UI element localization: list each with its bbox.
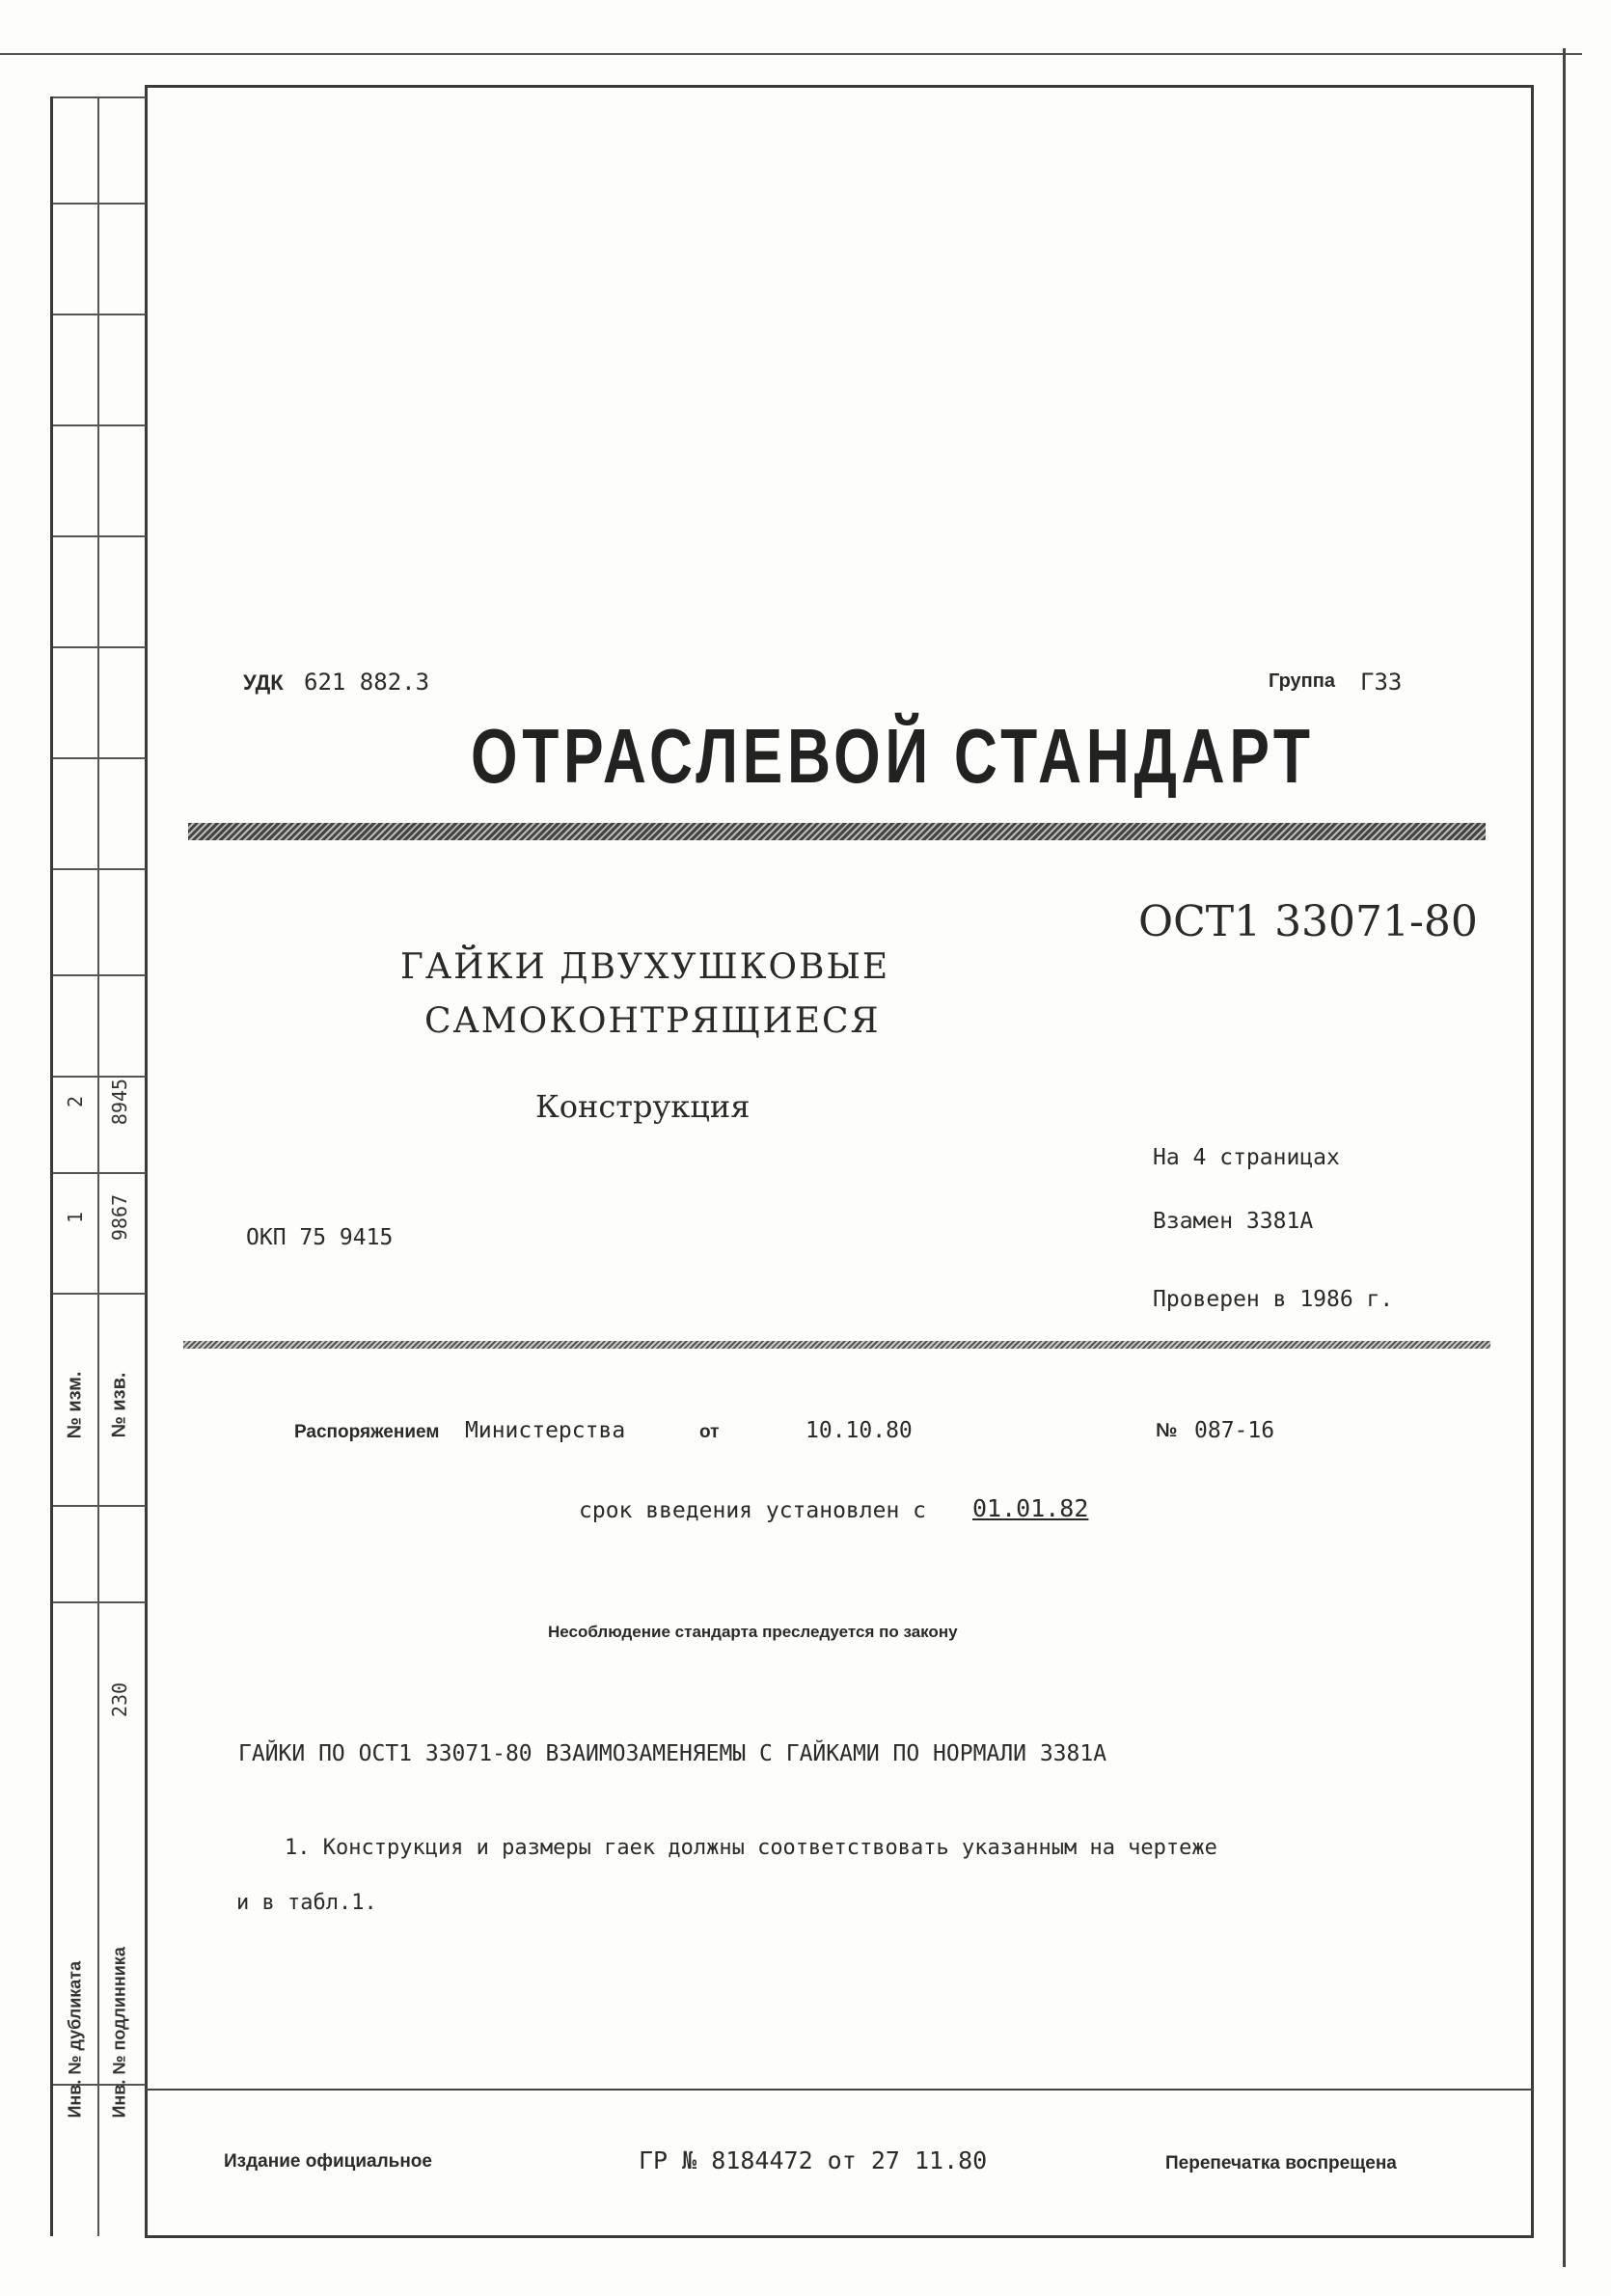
footer-official: Издание официальное — [224, 2151, 432, 2172]
block-rule — [183, 1341, 1490, 1349]
right-edge-line — [1563, 48, 1566, 2267]
udk-label: УДК — [243, 670, 284, 695]
clause-1-line2: и в табл.1. — [236, 1891, 377, 1915]
inv-number: 230 — [108, 1681, 131, 1718]
standard-designation: ОСТ1 33071-80 — [1138, 897, 1478, 946]
page-title: ОТРАСЛЕВОЙ СТАНДАРТ — [471, 713, 1315, 799]
change-1: 1 — [64, 1211, 87, 1224]
side-line — [53, 1172, 146, 1174]
side-line — [53, 646, 146, 648]
change-2: 2 — [64, 1095, 87, 1108]
footer-rule — [145, 2089, 1534, 2091]
order-number-label: № — [1156, 1420, 1178, 1441]
order-label: Распоряжением — [294, 1422, 440, 1442]
order-from-label: от — [699, 1422, 720, 1442]
footer-gr: ГР № 8184472 от 27 11.80 — [639, 2146, 988, 2174]
inv-orig-label: Инв. № подлинника — [109, 1947, 129, 2118]
standard-subtitle: Конструкция — [535, 1088, 751, 1125]
intro-text: срок введения установлен с — [579, 1498, 927, 1523]
side-line — [53, 1293, 146, 1295]
side-line — [53, 203, 146, 205]
notice-2: 8945 — [108, 1078, 131, 1126]
order-issuer: Министерства — [465, 1418, 626, 1443]
clause-1-line1: 1. Конструкция и размеры гаек должны соответствовать указанным на чертеже — [285, 1836, 1217, 1860]
side-line — [53, 1505, 146, 1507]
legal-notice: Несоблюдение стандарта преследуется по закону — [548, 1623, 958, 1641]
side-line — [53, 424, 146, 426]
standard-pages: На 4 страницах — [1153, 1145, 1340, 1170]
standard-name-line2: САМОКОНТРЯЩИЕСЯ — [424, 1001, 881, 1041]
notice-no-label: № изв. — [108, 1372, 130, 1438]
side-line — [53, 757, 146, 759]
group-value: Г33 — [1360, 669, 1403, 696]
side-registration-strip — [50, 96, 143, 2236]
side-line — [53, 868, 146, 870]
change-no-label: № изм. — [64, 1371, 86, 1439]
udk-value: 621 882.3 — [304, 669, 430, 696]
order-date: 10.10.80 — [806, 1418, 913, 1443]
footer-reprint: Перепечатка воспрещена — [1165, 2153, 1397, 2173]
inv-dup-label: Инв. № дубликата — [65, 1960, 85, 2118]
standard-checked: Проверен в 1986 г. — [1153, 1287, 1394, 1312]
intro-date: 01.01.82 — [972, 1494, 1089, 1522]
standard-replaces: Взамен 3381А — [1153, 1209, 1314, 1234]
side-line — [53, 1601, 146, 1603]
order-number: 087-16 — [1194, 1418, 1275, 1443]
side-line — [53, 314, 146, 315]
side-line — [53, 535, 146, 537]
notice-1: 9867 — [108, 1193, 131, 1242]
okp-code: ОКП 75 9415 — [246, 1225, 394, 1250]
interchange-statement: ГАЙКИ ПО ОСТ1 33071-80 ВЗАИМОЗАМЕНЯЕМЫ С ГАЙКАМИ ПО НОРМАЛИ 3381А — [238, 1741, 1107, 1766]
side-line — [53, 974, 146, 976]
standard-name-line1: ГАЙКИ ДВУХУШКОВЫЕ — [400, 947, 890, 987]
title-rule — [188, 823, 1486, 840]
group-label: Группа — [1269, 670, 1335, 692]
side-divider — [97, 96, 99, 2236]
side-line — [53, 96, 146, 98]
